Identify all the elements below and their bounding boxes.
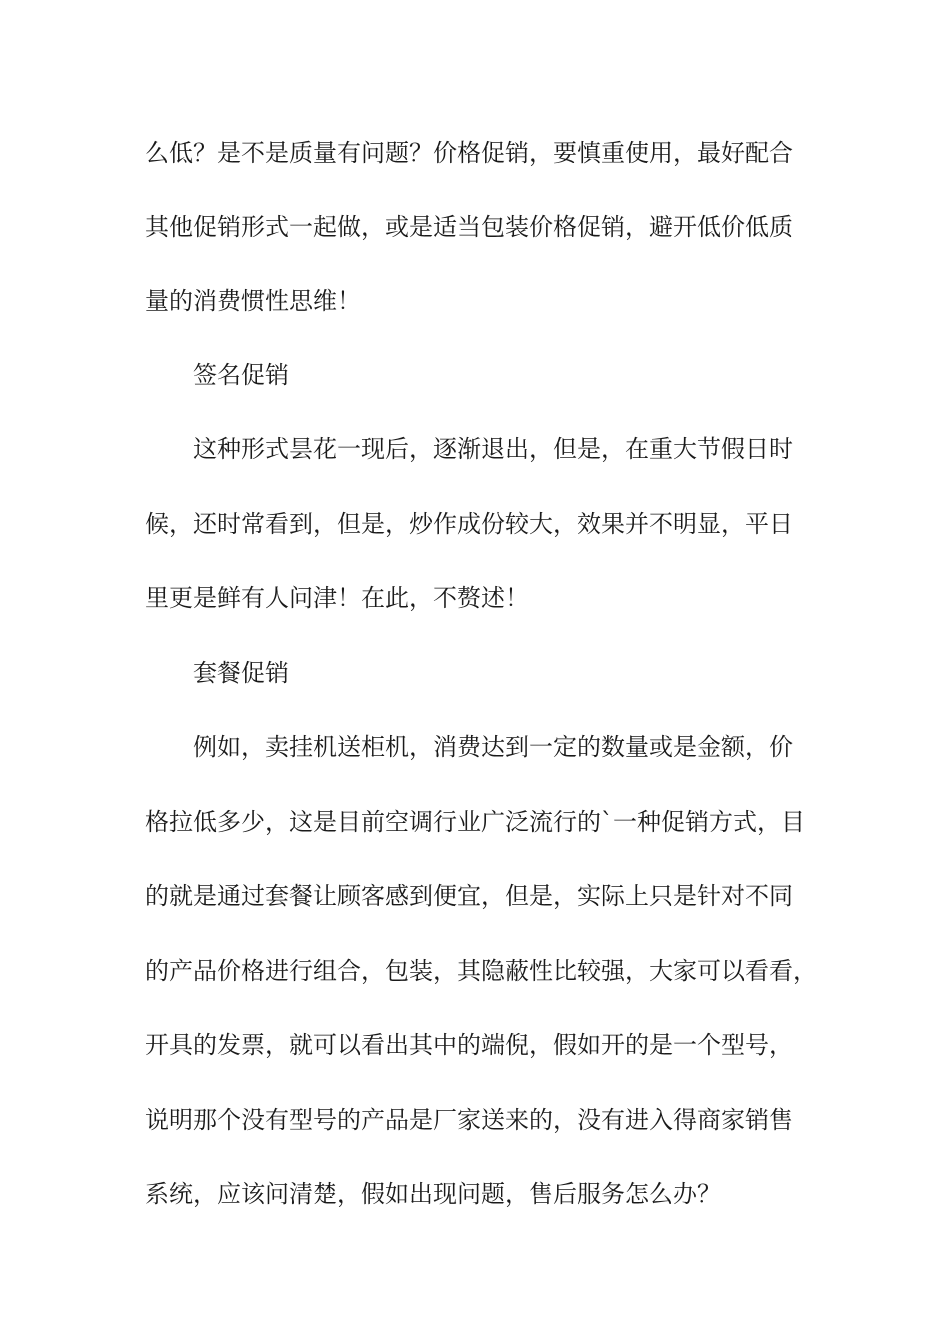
text-line: 说明那个没有型号的产品是厂家送来的，没有进入得商家销售	[145, 1106, 793, 1134]
text-line: 开具的发票，就可以看出其中的端倪，假如开的是一个型号，	[145, 1031, 793, 1059]
text-line: 这种形式昙花一现后，逐渐退出，但是，在重大节假日时	[193, 435, 793, 463]
section-heading: 套餐促销	[193, 659, 289, 687]
text-line: 量的消费惯性思维！	[145, 287, 361, 315]
text-line: 候，还时常看到，但是，炒作成份较大，效果并不明显，平日	[145, 510, 793, 538]
text-line: 的产品价格进行组合，包装，其隐蔽性比较强，大家可以看看，	[145, 957, 817, 985]
text-line: 格拉低多少，这是目前空调行业广泛流行的`一种促销方式，目	[145, 808, 805, 836]
text-line: 的就是通过套餐让顾客感到便宜，但是，实际上只是针对不同	[145, 882, 793, 910]
text-line: 其他促销形式一起做，或是适当包装价格促销，避开低价低质	[145, 213, 793, 241]
section-heading: 签名促销	[193, 361, 289, 389]
text-line: 么低？是不是质量有问题？价格促销，要慎重使用，最好配合	[145, 139, 793, 167]
text-line: 例如，卖挂机送柜机，消费达到一定的数量或是金额，价	[193, 733, 793, 761]
text-line: 系统，应该问清楚，假如出现问题，售后服务怎么办？	[145, 1180, 721, 1208]
text-line: 里更是鲜有人问津！在此，不赘述！	[145, 584, 529, 612]
